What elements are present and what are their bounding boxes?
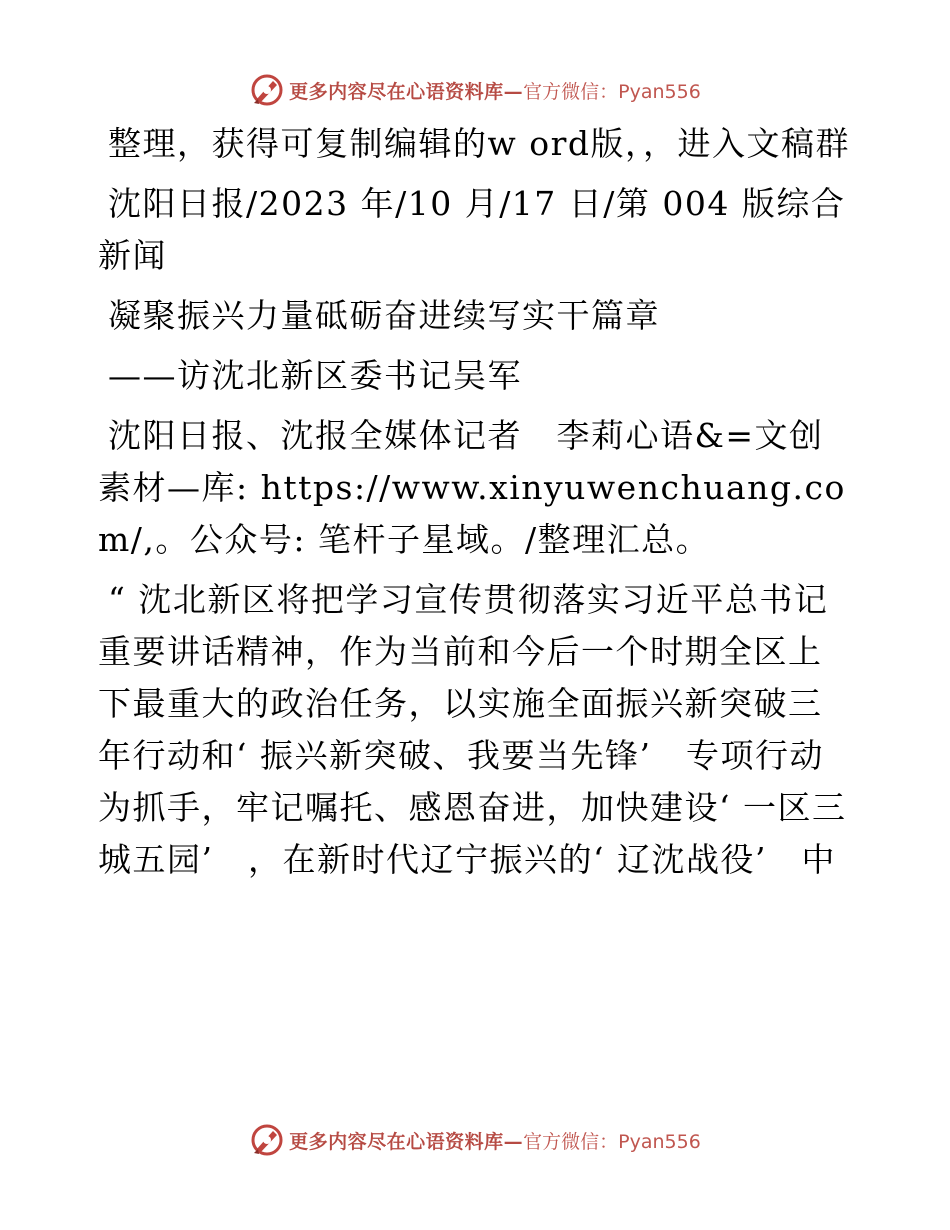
document-body — [98, 118, 850, 894]
header-banner — [0, 70, 950, 110]
paragraph: “ 沈北新区将把学习宣传贯彻落实习近平总书记重要讲话精神，作为当前和今后一个时期全区上下最重大的政治任务，以实施全面振兴新突破三年行动和‘ 振兴新突破、我要当先锋’ 专项行动为抓手，牢记嘱托、感恩奋进，加快建设‘ 一区三城五园’ ，在新时代辽宁振兴的‘ 辽沈战役’ 中 — [98, 580, 847, 879]
footer-banner — [0, 1120, 950, 1160]
paragraph: 沈阳日报/2023 年/10 月/17 日/第 004 版综合新闻 — [98, 184, 846, 275]
banner-contact: 官方微信：Pyan556 — [523, 80, 701, 103]
article-subtitle: ——访沈北新区委书记吴军 — [108, 356, 522, 395]
pen-circle-logo-icon — [249, 72, 285, 108]
paragraph: 整理，获得可复制编辑的w ord版，，进入文稿群 — [108, 124, 851, 163]
banner-slogan: 更多内容尽在心语资料库— — [289, 1130, 524, 1153]
banner-slogan: 更多内容尽在心语资料库— — [289, 80, 524, 103]
byline: 沈阳日报、沈报全媒体记者 李莉心语&=文创素材—库: https://www.xinyuwenchuang.com/,。公众号: 笔杆子星域。/整理汇总。 — [98, 416, 846, 559]
banner-contact: 官方微信：Pyan556 — [523, 1130, 701, 1153]
pen-circle-logo-icon — [249, 1122, 285, 1158]
article-title: 凝聚振兴力量砥砺奋进续写实干篇章 — [108, 296, 660, 335]
